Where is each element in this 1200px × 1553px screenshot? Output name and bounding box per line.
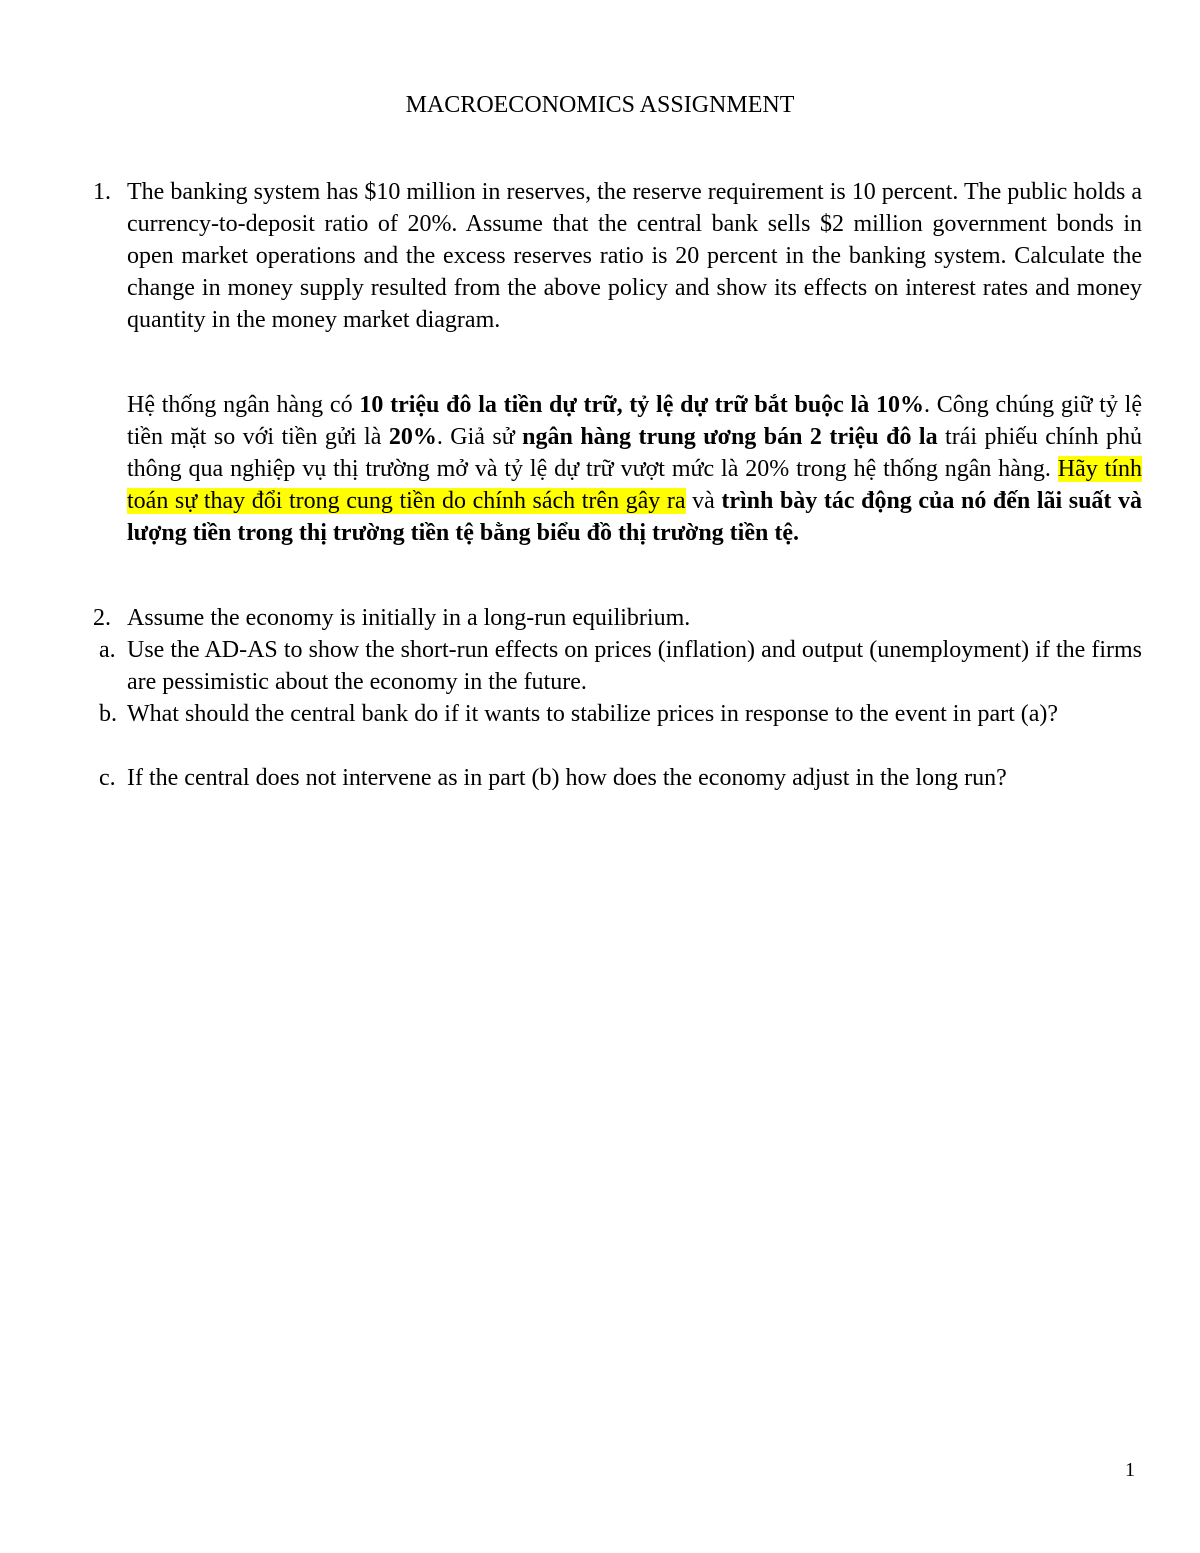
document-title: MACROECONOMICS ASSIGNMENT <box>405 92 795 118</box>
vi-text-4: trái phiếu chính phủ thông qua nghiệp vụ thị trường mở và tỷ lệ dự trữ vượt mức là 20% trong hệ thống ngân hàng. <box>127 424 1143 482</box>
question-2-part-a <box>99 634 1142 698</box>
part-a-label: a. <box>99 637 116 663</box>
question-2-number: 2. <box>93 605 111 631</box>
question-2-part-c <box>99 762 1142 794</box>
question-1-text: The banking system has $10 million in reserves, the reserve requirement is 10 percent. The public holds a currency-to-deposit ratio of 20%. Assume that the central bank sells $2 million government bonds in open market operations and the excess reserves ratio is 20 percent in the banking system. Calculate the change in money supply resulted from the above policy and show its effects on interest rates and money quantity in the money market diagram. <box>127 179 1142 333</box>
question-1-vietnamese <box>127 389 1142 549</box>
vi-text-1: Hệ thống ngân hàng có <box>127 392 360 418</box>
part-c-label: c. <box>99 765 116 791</box>
part-c-text: If the central does not intervene as in part (b) how does the economy adjust in the long run? <box>127 765 1007 791</box>
part-b-label: b. <box>99 701 117 727</box>
vi-text-3: . Giả sử <box>436 424 523 450</box>
vi-text-5: và <box>685 488 722 514</box>
question-2 <box>93 602 1142 634</box>
vi-bold-reserves: 10 triệu đô la tiền dự trữ, tỷ lệ dự trữ bắt buộc là 10% <box>359 392 924 418</box>
question-2-text: Assume the economy is initially in a long-run equilibrium. <box>127 605 691 631</box>
part-b-text: What should the central bank do if it wants to stabilize prices in response to the event in part (a)? <box>127 701 1059 727</box>
page-number: 1 <box>1125 1459 1135 1481</box>
vi-text-2: . Công chúng giữ tỷ lệ tiền mặt so với tiền gửi là <box>127 392 1143 450</box>
vi-highlight-task: Hãy tính toán sự thay đổi trong cung tiền do chính sách trên gây ra <box>127 456 1142 514</box>
vi-bold-central-bank: ngân hàng trung ương bán 2 triệu đô la <box>522 424 938 450</box>
question-2-part-b <box>99 698 1142 730</box>
question-1 <box>93 176 1142 336</box>
part-a-text: Use the AD-AS to show the short-run effects on prices (inflation) and output (unemployment) if the firms are pessimistic about the economy in the future. <box>127 637 1142 695</box>
vi-bold-task: trình bày tác động của nó đến lãi suất và lượng tiền trong thị trường tiền tệ bằng biểu đồ thị trường tiền tệ. <box>127 488 1143 546</box>
vi-bold-ratio: 20% <box>388 424 437 450</box>
question-1-number: 1. <box>93 179 111 205</box>
